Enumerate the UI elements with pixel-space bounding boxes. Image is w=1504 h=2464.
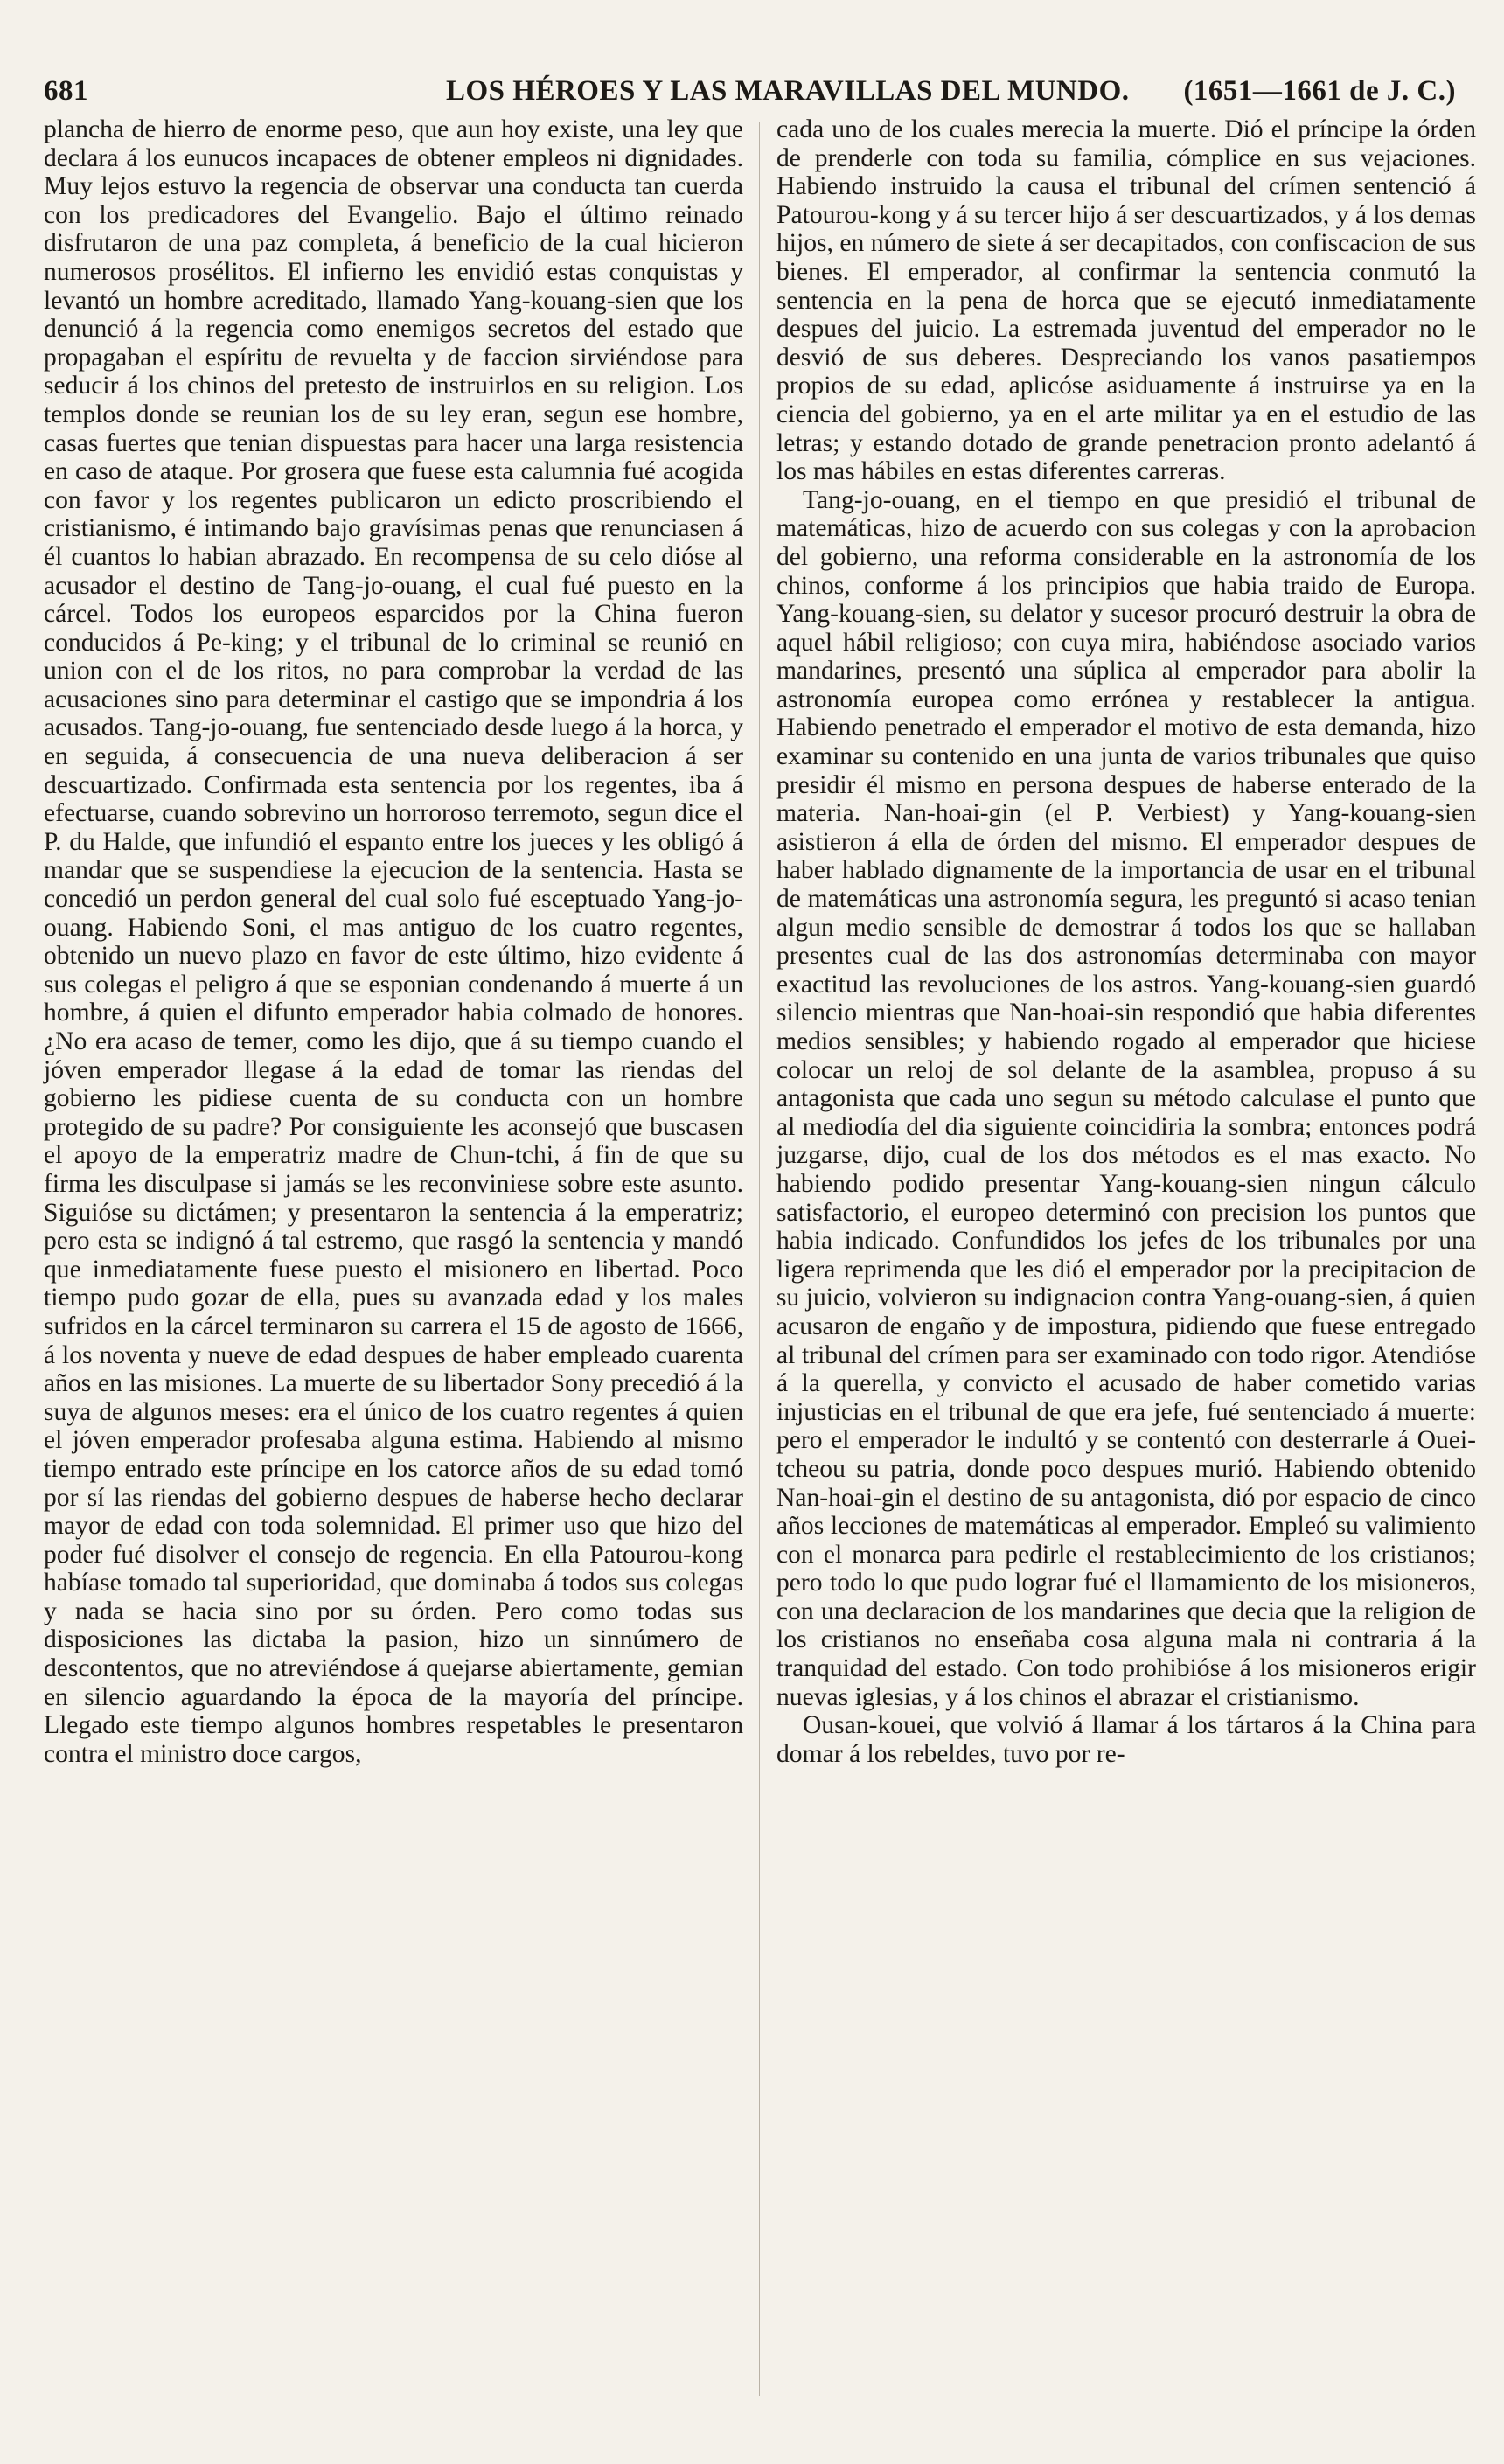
paragraph: plancha de hierro de enorme peso, que aun hoy existe, una ley que declara á los eunucos incapaces de obtener empleos ni dignidades. Muy lejos estuvo la regencia de observar una conducta tan cuerda con los predicadores del Evangelio. Bajo el último reinado disfrutaron de una paz completa, á beneficio de la cual hicieron numerosos prosélitos. El infierno les envidió estas conquistas y levantó un hombre acreditado, llamado Yang-kouang-sien que los denunció á la regencia como enemigos secretos del estado que propagaban el espíritu de revuelta y de faccion sirviéndose para seducir á los chinos del pretesto de instruirlos en su religion. Los templos donde se reunian los de su ley eran, segun ese hombre, casas fuertes que tenian dispuestas para hacer una larga resistencia en caso de ataque. Por grosera que fuese esta calumnia fué acogida con favor y los regentes publicaron un edicto proscribiendo el cristianismo, é intimando bajo gravísimas penas que renunciasen á él cuantos lo habian abrazado. En recompensa de su celo dióse al acusador el destino de Tang-jo-ouang, el cual fué puesto en la cárcel. Todos los europeos esparcidos por la China fueron conducidos á Pe-king; y el tribunal de lo criminal se reunió en union con el de los ritos, no para comprobar la verdad de las acusaciones sino para determinar el castigo que se impondria á los acusados. Tang-jo-ouang, fue sentenciado desde luego á la horca, y en seguida, á consecuencia de una nueva deliberacion á ser descuartizado. Confirmada esta sentencia por los regentes, iba á efectuarse, cuando sobrevino un horroroso terremoto, segun dice el P. du Halde, que infundió el espanto entre los jueces y les obligó á mandar que se suspendiese la ejecucion de la sentencia. Hasta se concedió un perdon general del cual solo fué esceptuado Yang-jo-ouang. Habiendo Soni, el mas antiguo de los cuatro regentes, obtenido un nuevo plazo en favor de este último, hizo evidente á sus colegas el peligro á que se esponian condenando á muerte á un hombre, á quien el difunto emperador habia colmado de honores. ¿No era acaso de temer, como les dijo, que á su tiempo cuando el jóven emperador llegase á la edad de tomar las riendas del gobierno les pidiese cuenta de su conducta con un hombre protegido de su padre? Por consiguiente les aconsejó que buscasen el apoyo de la emperatriz madre de Chun-tchi, á fin de que su firma les disculpase si jamás se les reconviniese sobre este asunto. Siguióse su dictámen; y presentaron la sentencia á la emperatriz; pero esta se indignó á tal estremo, que rasgó la sentencia y mandó que inmediatamente fuese puesto el misionero en libertad. Poco tiempo pudo gozar de ella, pues su avanzada edad y los males sufridos en la cárcel terminaron su carrera el 15 de agosto de 1666, á los noventa y nueve de edad despues de haber empleado cuarenta años en las misiones. La muerte de su libertador Sony precedió á la suya de algunos meses: era el único de los cuatro regentes á quien el jóven emperador profesaba alguna estima. Habiendo al mismo tiempo entrado este príncipe en los catorce años de su edad tomó por sí las riendas del gobierno despues de haberse hecho declarar mayor de edad con toda solemnidad. El primer uso que hizo del poder fué disolver el consejo de regencia. En ella Patourou-kong habíase tomado tal superioridad, que dominaba á todos sus colegas y nada se hacia sino por su órden. Pero como todas sus disposiciones las dictaba la pasion, hizo un sinnúmero de descontentos, que no atreviéndose á quejarse abiertamente, gemian en silencio aguardando la época de la mayoría del príncipe. Llegado este tiempo algunos hombres respetables le presentaron contra el ministro doce cargos,	[44, 115, 743, 1768]
left-column	[44, 115, 743, 1768]
paragraph: Tang-jo-ouang, en el tiempo en que presidió el tribunal de matemáticas, hizo de acuerdo con sus colegas y con la aprobacion del gobierno, una reforma considerable en la astronomía de los chinos, conforme á los principios que habia traido de Europa. Yang-kouang-sien, su delator y sucesor procuró destruir la obra de aquel hábil religioso; con cuya mira, habiéndose asociado varios mandarines, presentó una súplica al emperador para abolir la astronomía europea como errónea y restablecer la antigua. Habiendo penetrado el emperador el motivo de esta demanda, hizo examinar su contenido en una junta de varios tribunales que quiso presidir él mismo en persona despues de haberse enterado de la materia. Nan-hoai-gin (el P. Verbiest) y Yang-kouang-sien asistieron á ella de órden del mismo. El emperador despues de haber hablado dignamente de la importancia de usar en el tribunal de matemáticas una astronomía segura, les preguntó si acaso tenian algun medio sensible de demostrar á todos los que se hallaban presentes cual de las dos astronomías determinaba con mayor exactitud las revoluciones de los astros. Yang-kouang-sien guardó silencio mientras que Nan-hoai-sin respondió que habia diferentes medios sensibles; y habiendo rogado al emperador que hiciese colocar un reloj de sol delante de la asamblea, propuso á su antagonista que cada uno segun su método calculase el punto que al mediodía del dia siguiente coincidiria la sombra; entonces podrá juzgarse, dijo, cual de los dos métodos es el mas exacto. No habiendo podido presentar Yang-kouang-sien ningun cálculo satisfactorio, el europeo determinó con precision los puntos que habia indicado. Confundidos los jefes de los tribunales por una ligera reprimenda que les dió el emperador por la precipitacion de su juicio, volvieron su indignacion contra Yang-ouang-sien, á quien acusaron de engaño y de impostura, pidiendo que fuese entregado al tribunal del crímen para ser examinado con todo rigor. Atendióse á la querella, y convicto el acusado de haber cometido varias injusticias en el tribunal de que era jefe, fué sentenciado á muerte: pero el emperador le indultó y se contentó con desterrarle á Ouei-tcheou su patria, donde poco despues murió. Habiendo obtenido Nan-hoai-gin el destino de su antagonista, dió por espacio de cinco años lecciones de matemáticas al emperador. Empleó su valimiento con el monarca para pedirle el restablecimiento de los cristianos; pero todo lo que pudo lograr fué el llamamiento de los misioneros, con una declaracion de los mandarines que decia que la religion de los cristianos no enseñaba cosa alguna mala ni contraria á la tranquidad del estado. Con todo prohibióse á los misioneros erigir nuevas iglesias, y á los chinos el abrazar el cristianismo.	[776, 485, 1476, 1711]
right-column	[776, 115, 1476, 1768]
column-divider	[759, 122, 760, 2396]
page-header	[44, 70, 1465, 114]
paragraph: cada uno de los cuales merecia la muerte. Dió el príncipe la órden de prenderle con toda su familia, cómplice en sus vejaciones. Habiendo instruido la causa el tribunal del crímen sentenció á Patourou-kong y á su tercer hijo á ser descuartizados, y á los demas hijos, en número de siete á ser decapitados, con confiscacion de sus bienes. El emperador, al confirmar la sentencia conmutó la sentencia en la pena de horca que se ejecutó inmediatamente despues del juicio. La estremada juventud del emperador no le desvió de sus deberes. Despreciando los vanos pasatiempos propios de su edad, aplicóse asiduamente á instruirse ya en la ciencia del gobierno, ya en el arte militar ya en el estudio de las letras; y estando dotado de grande penetracion pronto adelantó á los mas hábiles en estas diferentes carreras.	[776, 115, 1476, 486]
date-range: (1651—1661 de J. C.)	[1183, 75, 1456, 107]
running-title: LOS HÉROES Y LAS MARAVILLAS DEL MUNDO.	[446, 75, 1130, 107]
page-number: 681	[44, 75, 88, 107]
book-page	[44, 70, 1476, 2431]
paragraph: Ousan-kouei, que volvió á llamar á los tártaros á la China para domar á los rebeldes, tuvo por re-	[776, 1711, 1476, 1768]
